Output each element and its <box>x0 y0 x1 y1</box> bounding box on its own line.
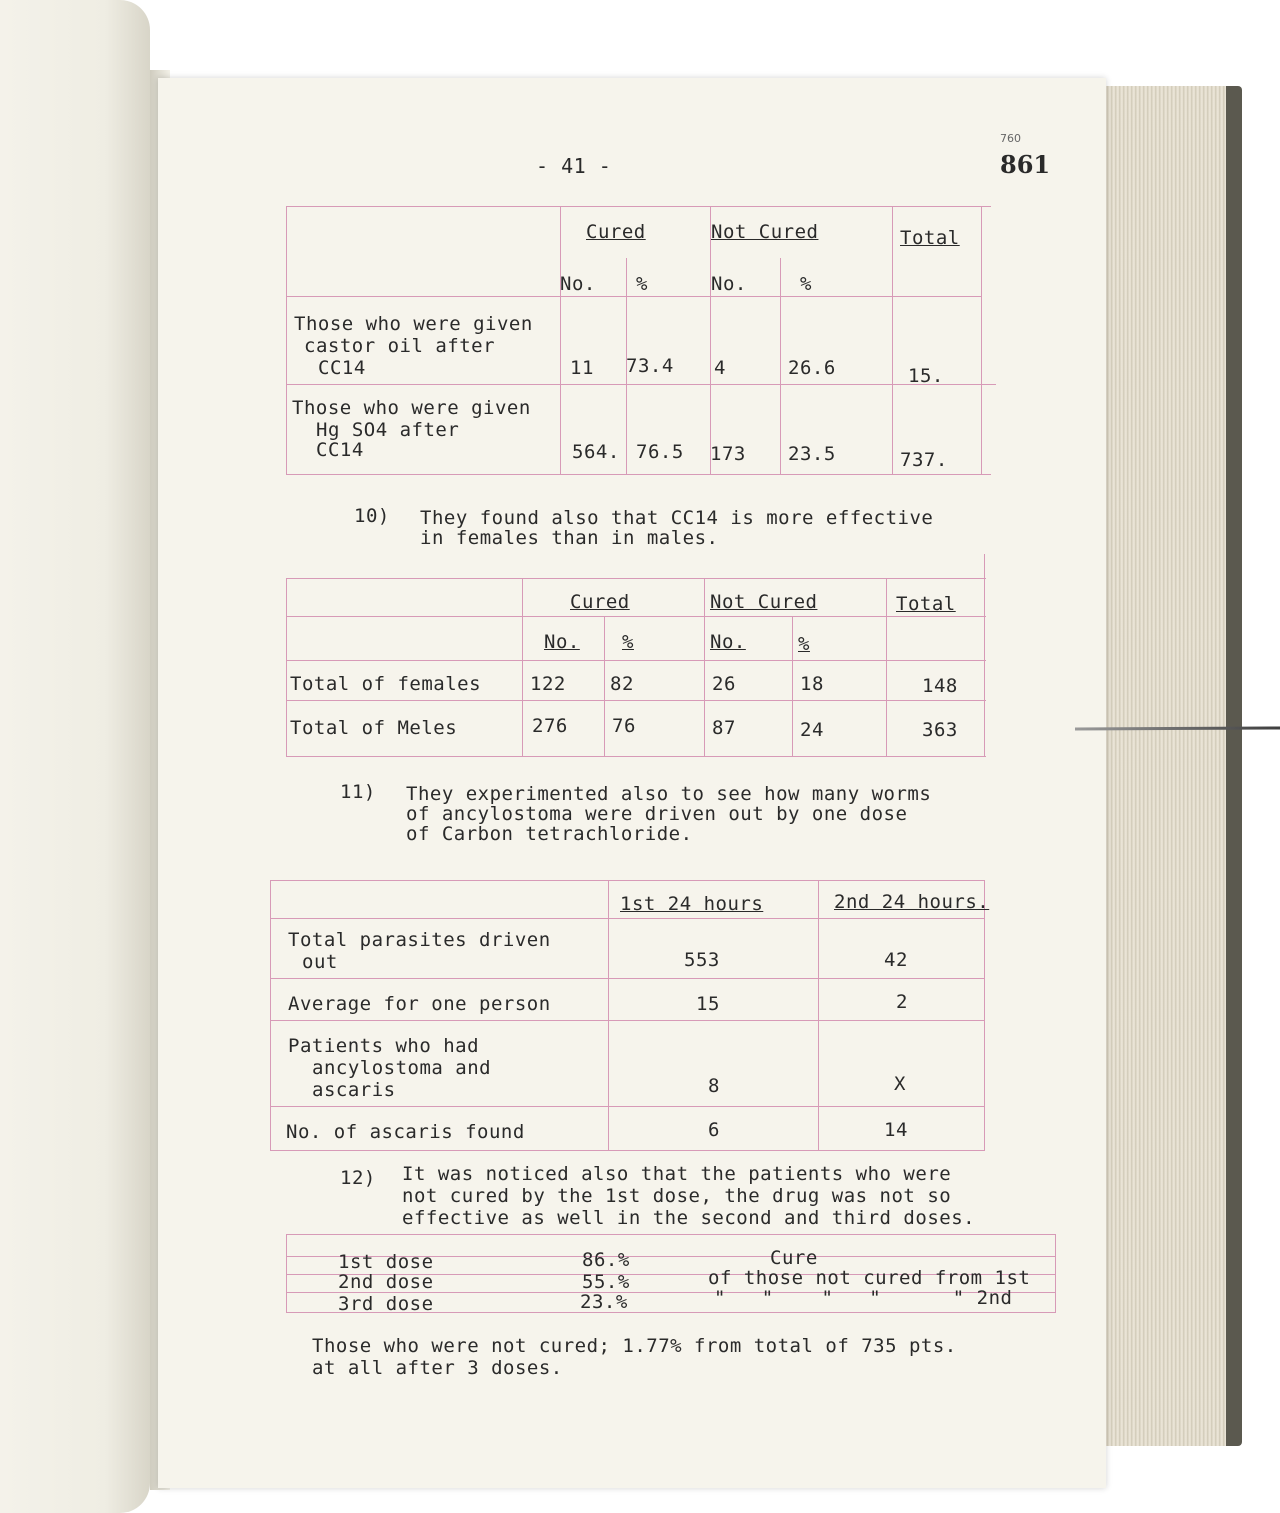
note-line: It was noticed also that the patients who were <box>402 1163 952 1185</box>
cell-cured-no: 564. <box>572 441 620 463</box>
cell-cured-pct: 76 <box>612 715 636 737</box>
row-label: ancylostoma and <box>312 1057 492 1079</box>
col-header-not-cured: Not Cured <box>711 221 819 243</box>
cell-not-cured-pct: 23.5 <box>788 443 836 465</box>
dose-label: 2nd dose <box>338 1271 434 1293</box>
col-header-pct: % <box>636 273 648 295</box>
cell-second: 42 <box>884 949 908 971</box>
note-line: in females than in males. <box>420 527 719 549</box>
cell-second: 14 <box>884 1119 908 1141</box>
col-header-cured: Cured <box>586 221 646 243</box>
col-header-no: No. <box>711 273 747 295</box>
col-header-pct: % <box>800 273 812 295</box>
cell-cured-pct: 76.5 <box>636 441 684 463</box>
row-label: Total of females <box>290 673 482 695</box>
cell-not-cured-pct: 18 <box>800 673 824 695</box>
cell-first: 6 <box>708 1119 720 1141</box>
note-number: 10) <box>354 505 390 527</box>
dose-value: 55.% <box>582 1271 630 1293</box>
col-header-no: No. <box>710 631 746 653</box>
row-label: castor oil after <box>304 335 496 357</box>
row-label: CC14 <box>316 439 364 461</box>
col-header-second-24h: 2nd 24 hours. <box>834 891 990 913</box>
dose-value: 23.% <box>580 1291 628 1313</box>
cell-not-cured-pct: 26.6 <box>788 357 836 379</box>
row-label: CC14 <box>318 357 366 379</box>
col-header-not-cured: Not Cured <box>710 591 818 613</box>
document-page <box>158 78 1106 1488</box>
page-label: - 41 - <box>536 154 612 178</box>
dose-value: 86.% <box>582 1249 630 1271</box>
note-line: They found also that CC14 is more effective <box>420 507 934 529</box>
footer-line: Those who were not cured; 1.77% from total of 735 pts. <box>312 1335 957 1357</box>
row-label: ascaris <box>312 1079 396 1101</box>
col-header-pct: % <box>622 631 634 653</box>
cure-line: " " " " " 2nd <box>714 1287 1013 1309</box>
col-header-total: Total <box>896 593 956 615</box>
note-line: effective as well in the second and third doses. <box>402 1207 976 1229</box>
cell-first: 15 <box>696 993 720 1015</box>
cell-not-cured-pct: 24 <box>800 719 824 741</box>
row-label: Hg SO4 after <box>316 419 460 441</box>
note-line: of Carbon tetrachloride. <box>406 823 693 845</box>
row-label: out <box>302 951 338 973</box>
dose-label: 1st dose <box>338 1251 434 1273</box>
col-header-first-24h: 1st 24 hours <box>620 893 764 915</box>
stamped-page-number: 861 <box>1000 150 1051 179</box>
cell-total: 148 <box>922 675 958 697</box>
cell-not-cured-no: 87 <box>712 717 736 739</box>
note-number: 11) <box>340 781 376 803</box>
cell-not-cured-no: 173 <box>710 443 746 465</box>
cell-cured-pct: 73.4 <box>626 355 674 377</box>
cell-cured-no: 11 <box>570 357 594 379</box>
col-header-total: Total <box>900 227 960 249</box>
cure-line: of those not cured from 1st <box>708 1267 1031 1289</box>
note-line: of ancylostoma were driven out by one dose <box>406 803 908 825</box>
row-label: Total of Meles <box>290 717 458 739</box>
cell-second: 2 <box>896 991 908 1013</box>
footer-line: at all after 3 doses. <box>312 1357 563 1379</box>
cell-cured-no: 276 <box>532 715 568 737</box>
cell-cured-pct: 82 <box>610 673 634 695</box>
cell-cured-no: 122 <box>530 673 566 695</box>
cell-not-cured-no: 4 <box>714 357 726 379</box>
cell-total: 737. <box>900 449 948 471</box>
col-header-no: No. <box>544 631 580 653</box>
left-facing-page <box>0 0 150 1513</box>
row-label: Average for one person <box>288 993 551 1015</box>
pencil-page-number: 760 <box>1000 132 1021 145</box>
row-label: No. of ascaris found <box>286 1121 525 1143</box>
row-label: Those who were given <box>294 313 533 335</box>
cell-second: X <box>894 1073 906 1095</box>
note-number: 12) <box>340 1167 376 1189</box>
cell-not-cured-no: 26 <box>712 673 736 695</box>
cell-total: 15. <box>908 365 944 387</box>
row-label: Those who were given <box>292 397 531 419</box>
dose-label: 3rd dose <box>338 1293 434 1315</box>
cell-total: 363 <box>922 719 958 741</box>
note-line: not cured by the 1st dose, the drug was not so <box>402 1185 952 1207</box>
col-header-cured: Cured <box>570 591 630 613</box>
cure-heading: Cure <box>770 1247 818 1269</box>
bookmark-wire <box>1075 726 1280 730</box>
col-header-no: No. <box>560 273 596 295</box>
row-label: Total parasites driven <box>288 929 551 951</box>
note-line: They experimented also to see how many worms <box>406 783 932 805</box>
cell-first: 8 <box>708 1075 720 1097</box>
page-block-edge <box>1100 86 1242 1446</box>
col-header-pct: % <box>798 633 810 655</box>
cell-first: 553 <box>684 949 720 971</box>
row-label: Patients who had <box>288 1035 480 1057</box>
